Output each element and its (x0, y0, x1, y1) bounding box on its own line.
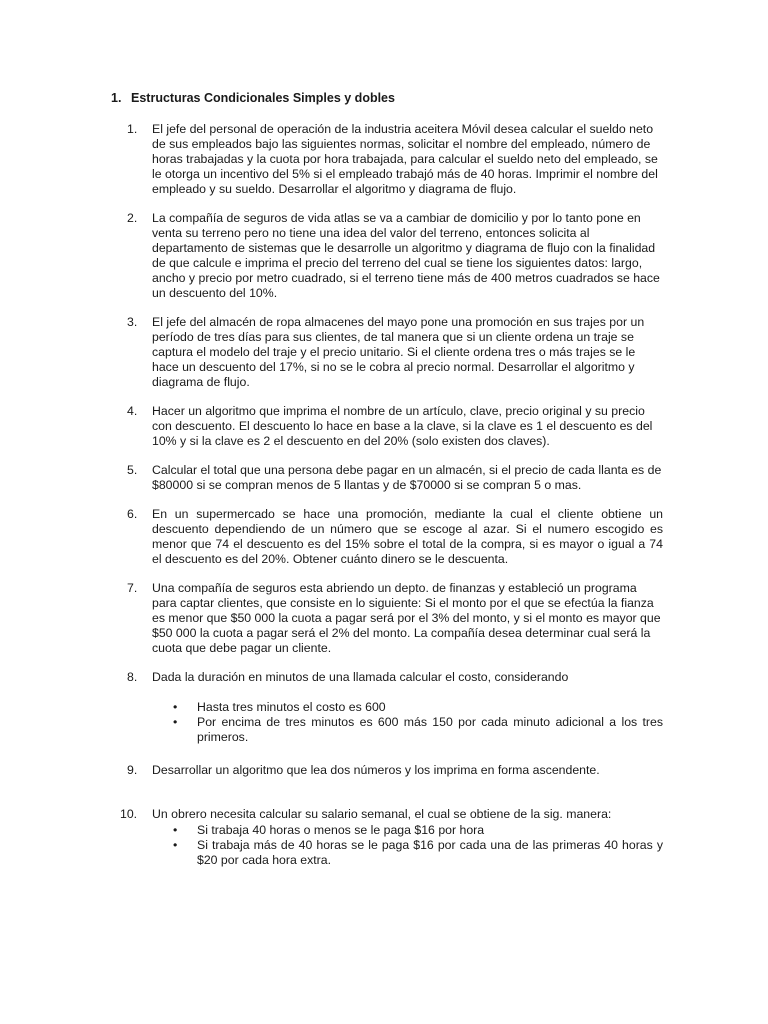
exercise-number: 3. (127, 315, 138, 329)
bullet-item (171, 715, 663, 745)
exercise-item-8 (127, 670, 663, 685)
exercise-number: 6. (127, 507, 138, 521)
exercise-item-4 (127, 404, 663, 449)
bullet-text: Por encima de tres minutos es 600 más 150 por cada minuto adicional a los tres primeros. (197, 715, 663, 744)
exercise-10-bullet-list (171, 823, 663, 868)
bullet-dot: • (173, 700, 178, 714)
section-title: Estructuras Condicionales Simples y dobles (131, 91, 395, 105)
section-number: 1. (111, 91, 122, 105)
exercise-number: 2. (127, 211, 138, 225)
bullet-text: Si trabaja más de 40 horas se le paga $16 por cada una de las primeras 40 horas y $20 por cada hora extra. (197, 838, 663, 867)
exercise-item-1 (127, 122, 663, 197)
section-heading (111, 90, 395, 106)
exercise-item-9 (127, 763, 663, 778)
bullet-text: Hasta tres minutos el costo es 600 (197, 700, 386, 714)
bullet-item (171, 838, 663, 868)
bullet-item (171, 700, 663, 715)
exercise-item-10 (120, 807, 663, 822)
exercise-text: En un supermercado se hace una promoción, mediante la cual el cliente obtiene un descuento dependiendo de un número que se escoge al azar. Si el numero escogido es menor que 74 el descuento es del 15% sobre el total de la compra, si es mayor o igual a 74 el descuento es del 20%. Obtener cuánto dinero se le descuenta. (152, 507, 663, 566)
exercise-number: 7. (127, 581, 138, 595)
bullet-text: Si trabaja 40 horas o menos se le paga $16 por hora (197, 823, 485, 837)
exercise-number: 9. (127, 763, 138, 777)
exercise-text: Hacer un algoritmo que imprima el nombre de un artículo, clave, precio original y su precio con descuento. El descuento lo hace en base a la clave, si la clave es 1 el descuento es del 10% y si la clave es 2 el descuento en del 20% (solo existen dos claves). (152, 404, 653, 448)
bullet-dot: • (173, 823, 178, 837)
exercise-item-7 (127, 581, 663, 656)
exercise-item-2 (127, 211, 663, 301)
exercise-8-bullet-list (171, 700, 663, 745)
exercise-number: 10. (120, 807, 138, 821)
exercise-item-5 (127, 463, 663, 493)
exercise-number: 1. (127, 122, 138, 136)
exercise-number: 4. (127, 404, 138, 418)
exercise-number: 8. (127, 670, 138, 684)
exercise-text: Desarrollar un algoritmo que lea dos números y los imprima en forma ascendente. (152, 763, 600, 777)
exercise-text: El jefe del almacén de ropa almacenes del mayo pone una promoción en sus trajes por un período de tres días para sus clientes, de tal manera que si un cliente ordena un traje se captura el modelo del traje y el precio unitario. Si el cliente ordena tres o más trajes se le hace un descuento del 17%, si no se le cobra al precio normal. Desarrollar el algoritmo y diagrama de flujo. (152, 315, 645, 389)
exercise-item-3 (127, 315, 663, 390)
bullet-item (171, 823, 663, 838)
exercise-text: Un obrero necesita calcular su salario semanal, el cual se obtiene de la sig. manera: (152, 807, 612, 821)
exercise-item-6 (127, 507, 663, 567)
bullet-dot: • (173, 715, 178, 729)
exercise-text: Una compañía de seguros esta abriendo un depto. de finanzas y estableció un programa para captar clientes, que consiste en lo siguiente: Si el monto por el que se efectúa la fianza es menor que $50 000 la cuota a pagar será por el 3% del monto, y si el monto es mayor que $50 000 la cuota a pagar será el 2% del monto. La compañía desea determinar cual será la cuota que debe pagar un cliente. (152, 581, 661, 655)
exercise-text: Dada la duración en minutos de una llamada calcular el costo, considerando (152, 670, 569, 684)
bullet-dot: • (173, 838, 178, 852)
exercise-text: El jefe del personal de operación de la industria aceitera Móvil desea calcular el sueldo neto de sus empleados bajo las siguientes normas, solicitar el nombre del empleado, número de horas trabajadas y la cuota por hora trabajada, para calcular el sueldo neto del empleado, se le otorga un incentivo del 5% si el empleado trabajó más de 40 horas. Imprimir el nombre del empleado y su sueldo. Desarrollar el algoritmo y diagrama de flujo. (152, 122, 658, 196)
exercise-text: La compañía de seguros de vida atlas se va a cambiar de domicilio y por lo tanto pone en venta su terreno pero no tiene una idea del valor del terreno, entonces solicita al departamento de sistemas que le desarrolle un algoritmo y diagrama de flujo con la finalidad de que calcule e imprima el precio del terreno del cual se tiene los siguientes datos: largo, ancho y precio por metro cuadrado, si el terreno tiene más de 400 metros cuadrados se hace un descuento del 10%. (152, 211, 660, 300)
exercise-number: 5. (127, 463, 138, 477)
exercise-text: Calcular el total que una persona debe pagar en un almacén, si el precio de cada llanta es de $80000 si se compran menos de 5 llantas y de $70000 si se compran 5 o mas. (152, 463, 662, 492)
